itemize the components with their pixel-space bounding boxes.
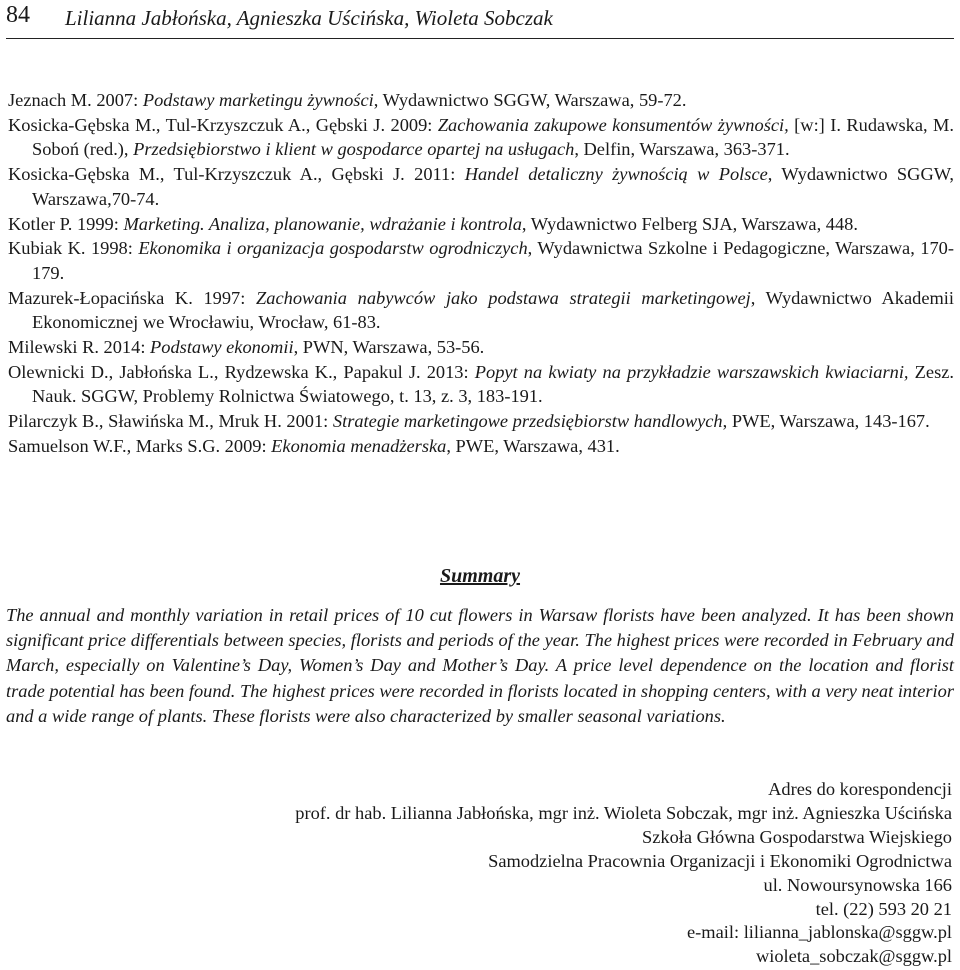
correspondence-address [295, 778, 952, 969]
reference-item: Pilarczyk B., Sławińska M., Mruk H. 2001: Strategie marketingowe przedsiębiorstw handlowych, PWE, Warszawa, 143-167. [8, 411, 930, 432]
reference-list [8, 88, 954, 459]
address-street: ul. Nowoursynowska 166 [763, 874, 952, 895]
address-phone: tel. (22) 593 20 21 [815, 898, 952, 919]
reference-item: Samuelson W.F., Marks S.G. 2009: Ekonomia menadżerska, PWE, Warszawa, 431. [8, 435, 620, 456]
reference-item: Kosicka-Gębska M., Tul-Krzyszczuk A., Gębski J. 2011: Handel detaliczny żywnością w Polsce, Wydawnictwo SGGW, Warszawa,70-74. [8, 164, 954, 209]
reference-item: Kotler P. 1999: Marketing. Analiza, planowanie, wdrażanie i kontrola, Wydawnictwo Felberg SJA, Warszawa, 448. [8, 213, 858, 234]
reference-item: Milewski R. 2014: Podstawy ekonomii, PWN, Warszawa, 53-56. [8, 337, 485, 358]
reference-item: Mazurek-Łopacińska K. 1997: Zachowania nabywców jako podstawa strategii marketingowej, Wydawnictwo Akademii Ekonomicznej we Wrocławiu, Wrocław, 61-83. [8, 287, 955, 333]
address-authors: prof. dr hab. Lilianna Jabłońska, mgr inż. Wioleta Sobczak, mgr inż. Agnieszka Uścińska [295, 802, 952, 823]
page-number: 84 [6, 2, 30, 28]
address-email-2: wioleta_sobczak@sggw.pl [755, 946, 952, 967]
reference-item: Kosicka-Gębska M., Tul-Krzyszczuk A., Gębski J. 2009: Zachowania zakupowe konsumentów żywności, [w:] I. Rudawska, M. Soboń (red.), Przedsiębiorstwo i klient w gospodarce opartej na usługach, Delfin, Warszawa, 363-371. [8, 114, 954, 160]
summary-heading: Summary [439, 565, 521, 587]
running-head: Lilianna Jabłońska, Agnieszka Uścińska, Wioleta Sobczak [65, 6, 553, 30]
address-email: e-mail: lilianna_jablonska@sggw.pl [687, 922, 952, 943]
address-institution: Szkoła Główna Gospodarstwa Wiejskiego [642, 826, 952, 847]
page-header [6, 0, 954, 39]
reference-item: Olewnicki D., Jabłońska L., Rydzewska K., Papakul J. 2013: Popyt na kwiaty na przykładzie warszawskich kwiaciarni, Zesz. Nauk. SGGW, Problemy Rolnictwa Światowego, t. 13, z. 3, 183-191. [8, 361, 954, 407]
reference-item: Jeznach M. 2007: Podstawy marketingu żywności, Wydawnictwo SGGW, Warszawa, 59-72. [8, 90, 687, 110]
address-department: Samodzielna Pracownia Organizacji i Ekonomiki Ogrodnictwa [488, 850, 952, 871]
reference-item: Kubiak K. 1998: Ekonomika i organizacja gospodarstw ogrodniczych, Wydawnictwa Szkolne i Pedagogiczne, Warszawa, 170-179. [8, 238, 954, 283]
address-heading: Adres do korespondencji [768, 779, 952, 799]
summary-text: The annual and monthly variation in retail prices of 10 cut flowers in Warsaw florists have been analyzed. It has been shown significant price differentials between species, florists and periods of the year. The highest prices were recorded in February and March, especially on Valentine’s Day, Women’s Day and Mother’s Day. A price level dependence on the location and florist trade potential has been found. The highest prices were recorded in florists located in shopping centers, with a very neat interior and a wide range of plants. These florists were also characterized by smaller seasonal variations. [6, 605, 955, 726]
